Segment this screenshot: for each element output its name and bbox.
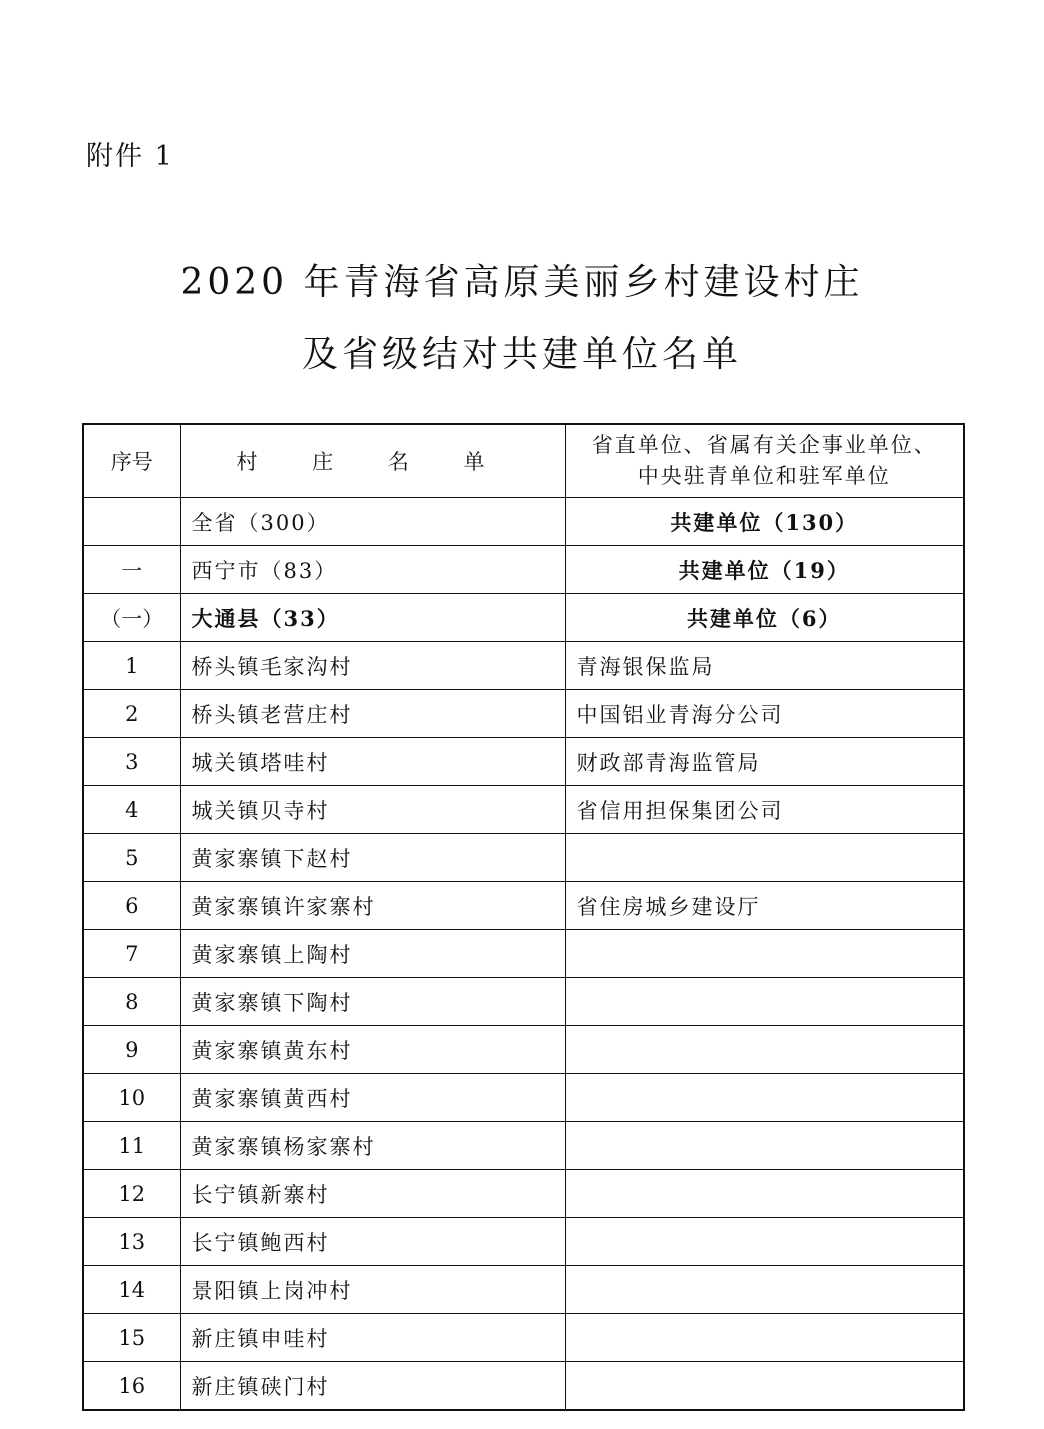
attachment-label: 附件 1 bbox=[86, 141, 174, 172]
row-village-name: 黄家寨镇上陶村 bbox=[180, 930, 565, 978]
document-title-line1: 2020 年青海省高原美丽乡村建设村庄 bbox=[180, 262, 864, 303]
table-row bbox=[83, 1074, 964, 1122]
table-row bbox=[83, 834, 964, 882]
summary-index: （一） bbox=[83, 594, 180, 642]
row-unit: 省信用担保集团公司 bbox=[565, 786, 964, 834]
row-village-name: 新庄镇硖门村 bbox=[180, 1362, 565, 1411]
summary-unit: 共建单位（19） bbox=[565, 546, 964, 594]
table-row bbox=[83, 1026, 964, 1074]
table-row bbox=[83, 1314, 964, 1362]
row-unit bbox=[565, 930, 964, 978]
table-row bbox=[83, 1122, 964, 1170]
row-unit bbox=[565, 1122, 964, 1170]
row-index: 3 bbox=[83, 738, 180, 786]
row-village-name: 黄家寨镇黄东村 bbox=[180, 1026, 565, 1074]
summary-index bbox=[83, 498, 180, 546]
row-unit: 青海银保监局 bbox=[565, 642, 964, 690]
row-unit bbox=[565, 1170, 964, 1218]
row-index: 9 bbox=[83, 1026, 180, 1074]
row-index: 8 bbox=[83, 978, 180, 1026]
row-index: 13 bbox=[83, 1218, 180, 1266]
header-unit bbox=[565, 424, 964, 498]
table-row bbox=[83, 642, 964, 690]
table-row bbox=[83, 690, 964, 738]
row-unit bbox=[565, 1362, 964, 1411]
row-index: 4 bbox=[83, 786, 180, 834]
row-unit bbox=[565, 1074, 964, 1122]
row-index: 15 bbox=[83, 1314, 180, 1362]
header-village-label: 村 庄 名 单 bbox=[236, 450, 509, 474]
table-row bbox=[83, 1362, 964, 1411]
header-village bbox=[180, 424, 565, 498]
table-row bbox=[83, 1170, 964, 1218]
row-unit bbox=[565, 978, 964, 1026]
row-index: 11 bbox=[83, 1122, 180, 1170]
row-index: 12 bbox=[83, 1170, 180, 1218]
table-row bbox=[83, 738, 964, 786]
row-unit: 财政部青海监管局 bbox=[565, 738, 964, 786]
row-village-name: 景阳镇上岗冲村 bbox=[180, 1266, 565, 1314]
summary-row bbox=[83, 546, 964, 594]
summary-name: 全省（300） bbox=[180, 498, 565, 546]
row-village-name: 黄家寨镇黄西村 bbox=[180, 1074, 565, 1122]
summary-unit: 共建单位（6） bbox=[565, 594, 964, 642]
header-unit-line1: 省直单位、省属有关企事业单位、 bbox=[591, 433, 937, 457]
row-unit bbox=[565, 834, 964, 882]
row-village-name: 城关镇贝寺村 bbox=[180, 786, 565, 834]
row-village-name: 城关镇塔哇村 bbox=[180, 738, 565, 786]
row-unit bbox=[565, 1266, 964, 1314]
row-index: 10 bbox=[83, 1074, 180, 1122]
row-village-name: 桥头镇老营庄村 bbox=[180, 690, 565, 738]
table-row bbox=[83, 978, 964, 1026]
row-index: 2 bbox=[83, 690, 180, 738]
row-village-name: 新庄镇申哇村 bbox=[180, 1314, 565, 1362]
row-unit: 中国铝业青海分公司 bbox=[565, 690, 964, 738]
row-unit bbox=[565, 1314, 964, 1362]
table-row bbox=[83, 882, 964, 930]
table-header-row bbox=[83, 424, 964, 498]
summary-row bbox=[83, 594, 964, 642]
row-index: 16 bbox=[83, 1362, 180, 1411]
table-row bbox=[83, 1218, 964, 1266]
header-index: 序号 bbox=[83, 424, 180, 498]
row-village-name: 黄家寨镇下陶村 bbox=[180, 978, 565, 1026]
summary-index: 一 bbox=[83, 546, 180, 594]
row-village-name: 黄家寨镇杨家寨村 bbox=[180, 1122, 565, 1170]
row-index: 14 bbox=[83, 1266, 180, 1314]
row-unit bbox=[565, 1026, 964, 1074]
document-title-line2: 及省级结对共建单位名单 bbox=[301, 334, 742, 375]
table-row bbox=[83, 1266, 964, 1314]
row-village-name: 黄家寨镇下赵村 bbox=[180, 834, 565, 882]
row-index: 7 bbox=[83, 930, 180, 978]
row-village-name: 长宁镇鲍西村 bbox=[180, 1218, 565, 1266]
table-row bbox=[83, 930, 964, 978]
header-unit-line2: 中央驻青单位和驻军单位 bbox=[637, 464, 891, 488]
row-village-name: 黄家寨镇许家寨村 bbox=[180, 882, 565, 930]
row-village-name: 长宁镇新寨村 bbox=[180, 1170, 565, 1218]
summary-unit: 共建单位（130） bbox=[565, 498, 964, 546]
village-unit-table bbox=[82, 423, 965, 1411]
row-village-name: 桥头镇毛家沟村 bbox=[180, 642, 565, 690]
summary-name: 大通县（33） bbox=[180, 594, 565, 642]
row-index: 6 bbox=[83, 882, 180, 930]
row-index: 1 bbox=[83, 642, 180, 690]
row-unit: 省住房城乡建设厅 bbox=[565, 882, 964, 930]
row-unit bbox=[565, 1218, 964, 1266]
summary-name: 西宁市（83） bbox=[180, 546, 565, 594]
row-index: 5 bbox=[83, 834, 180, 882]
summary-row bbox=[83, 498, 964, 546]
table-row bbox=[83, 786, 964, 834]
